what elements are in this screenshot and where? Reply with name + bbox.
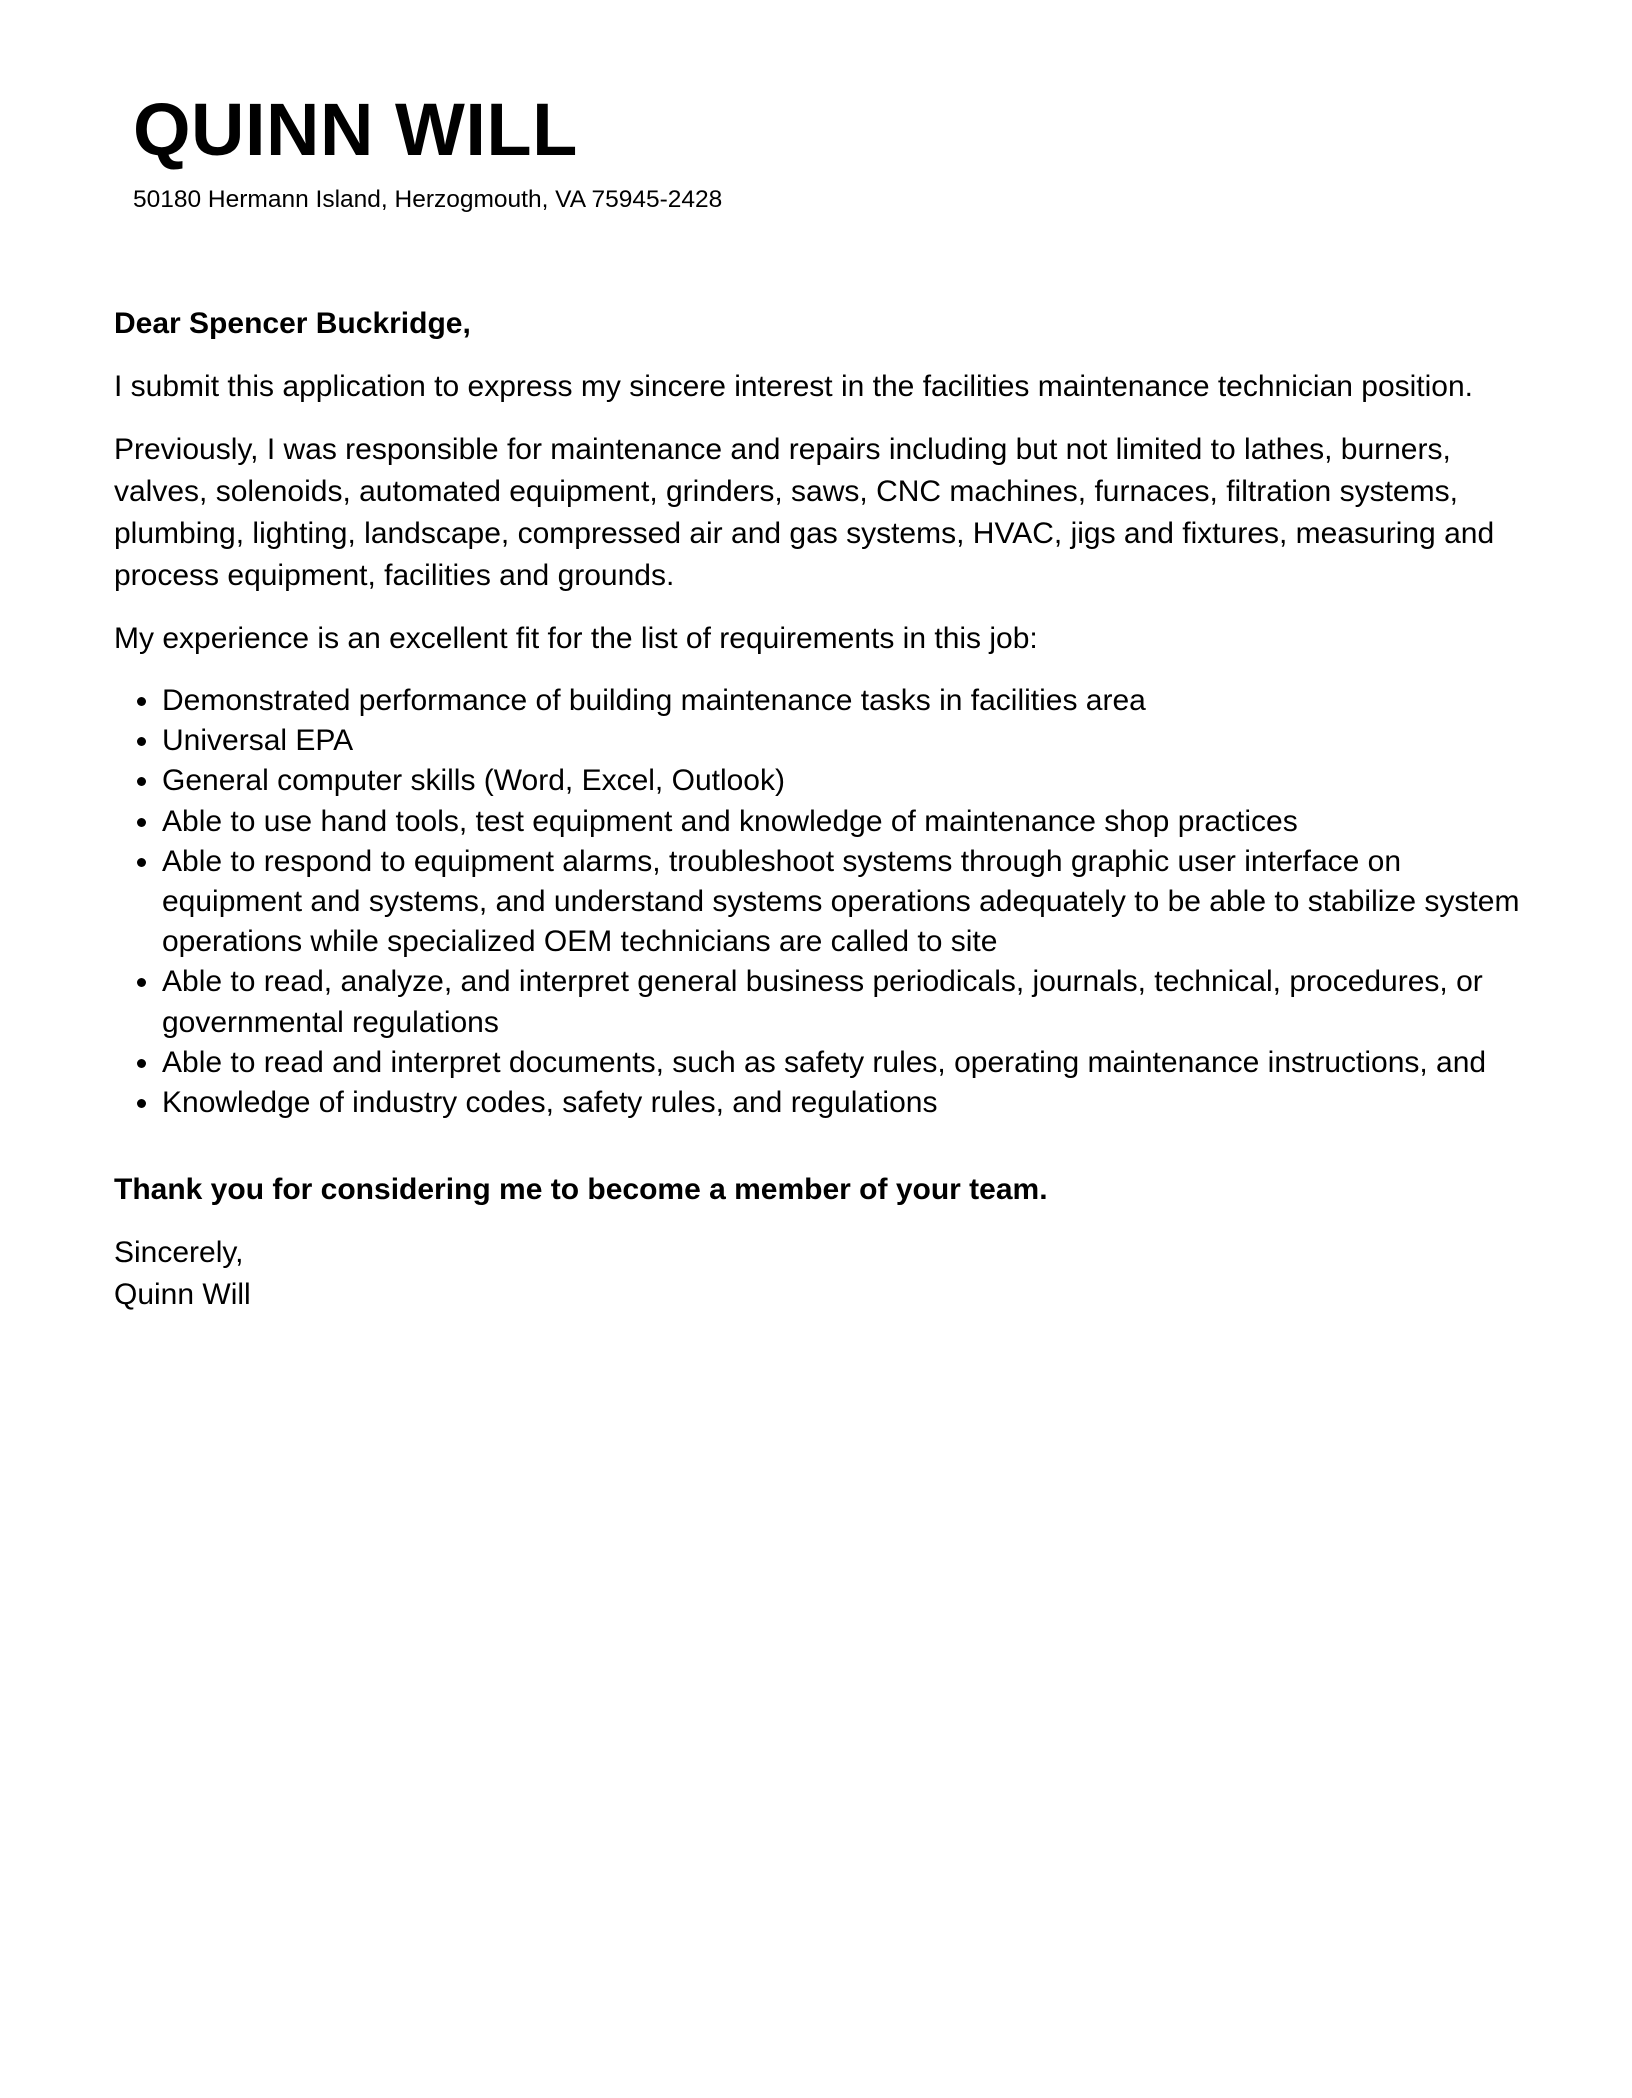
applicant-name: QUINN WILL xyxy=(133,88,578,171)
list-item xyxy=(162,962,1534,1042)
list-item-text: Knowledge of industry codes, safety rules, and regulations xyxy=(162,1086,938,1120)
experience-paragraph: Previously, I was responsible for maintenance and repairs including but not limited to lathes, burners, valves, solenoids, automated equipment, grinders, saws, CNC machines, furnaces, filtration systems, plumbing, lighting, landscape, compressed air and gas systems, HVAC, jigs and fixtures, measuring and process equipment, facilities and grounds. xyxy=(114,433,1495,592)
sign-off-block xyxy=(114,1232,1534,1316)
list-item xyxy=(162,842,1534,963)
applicant-address: 50180 Hermann Island, Herzogmouth, VA 75945-2428 xyxy=(133,186,723,213)
list-item xyxy=(162,681,1534,721)
sign-off: Sincerely, xyxy=(114,1236,244,1270)
letter-header xyxy=(133,88,1533,216)
intro-paragraph: I submit this application to express my sincere interest in the facilities maintenance technician position. xyxy=(114,370,1474,403)
signature-name: Quinn Will xyxy=(114,1278,251,1312)
list-item-text: Able to respond to equipment alarms, troubleshoot systems through graphic user interface on equipment and systems, and understand systems operations adequately to be able to stabilize system operations while specialized OEM technicians are called to site xyxy=(162,844,1520,959)
closing-statement: Thank you for considering me to become a member of your team. xyxy=(114,1173,1048,1207)
list-item xyxy=(162,1083,1534,1123)
list-item-text: General computer skills (Word, Excel, Outlook) xyxy=(162,764,785,798)
list-item-text: Universal EPA xyxy=(162,724,354,758)
salutation: Dear Spencer Buckridge, xyxy=(114,307,471,340)
requirements-list xyxy=(114,681,1534,1123)
list-item-text: Able to use hand tools, test equipment and knowledge of maintenance shop practices xyxy=(162,804,1298,838)
list-item xyxy=(162,721,1534,761)
list-item-text: Demonstrated performance of building maintenance tasks in facilities area xyxy=(162,684,1146,717)
list-item-text: Able to read, analyze, and interpret general business periodicals, journals, technical, procedures, or governmental regulations xyxy=(162,965,1483,1039)
list-item xyxy=(162,802,1534,842)
bullet-icon xyxy=(137,818,146,827)
bullet-icon xyxy=(137,777,146,786)
list-item-text: Able to read and interpret documents, such as safety rules, operating maintenance instructions, and xyxy=(162,1045,1487,1079)
list-item xyxy=(162,1043,1534,1083)
list-item xyxy=(162,761,1534,801)
bullet-icon xyxy=(137,1059,146,1068)
bullet-icon xyxy=(137,978,146,987)
bullet-icon xyxy=(137,858,146,867)
bullet-icon xyxy=(137,1099,146,1108)
bullet-icon xyxy=(137,737,146,746)
requirements-intro: My experience is an excellent fit for the list of requirements in this job: xyxy=(114,622,1038,655)
letter-body xyxy=(114,303,1534,1316)
bullet-icon xyxy=(137,697,146,706)
